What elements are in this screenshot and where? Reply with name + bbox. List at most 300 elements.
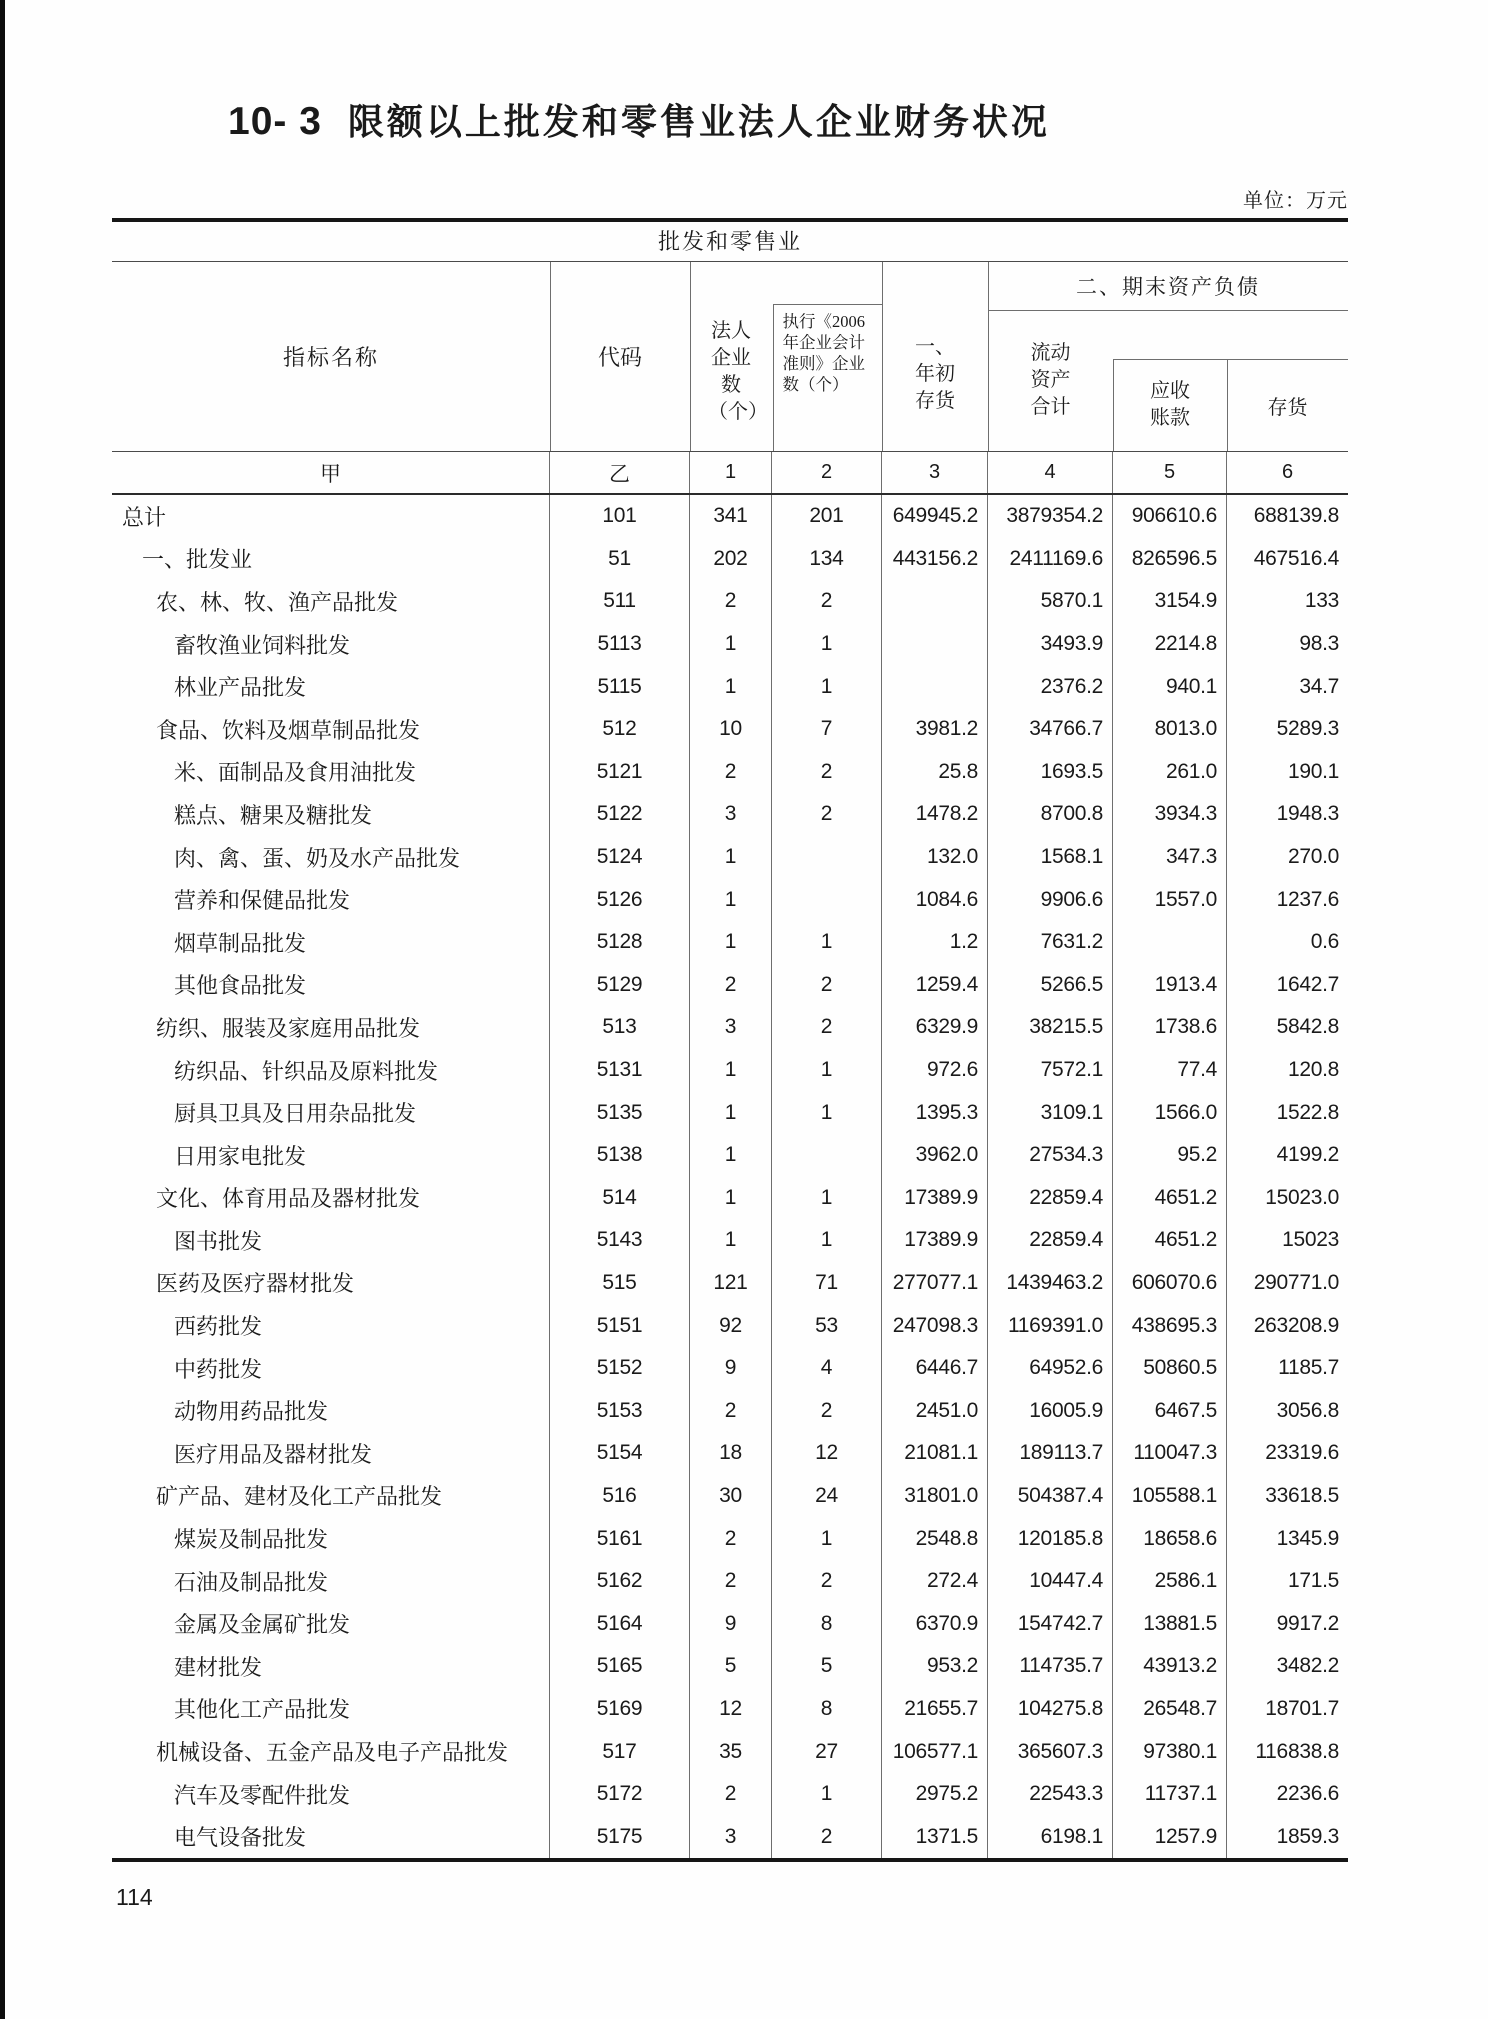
value-cell: 438695.3 bbox=[1113, 1304, 1227, 1347]
indicator-cell: 医疗用品及器材批发 bbox=[112, 1432, 550, 1475]
value-cell: 2 bbox=[690, 580, 772, 623]
value-cell: 1522.8 bbox=[1276, 1100, 1339, 1124]
code-cell: 513 bbox=[550, 1006, 690, 1049]
table-row bbox=[112, 1432, 1348, 1475]
indicator-cell: 纺织、服装及家庭用品批发 bbox=[112, 1006, 550, 1049]
col-header-current-assets-label: 流动资产合计 bbox=[1030, 342, 1071, 418]
indicator-cell: 糕点、糖果及糖批发 bbox=[112, 793, 550, 836]
value-cell: 27534.3 bbox=[988, 1134, 1113, 1177]
code-cell: 515 bbox=[550, 1262, 690, 1305]
value-cell: 2 bbox=[772, 964, 882, 1007]
value-cell: 649945.2 bbox=[882, 495, 988, 538]
value-cell: 1642.7 bbox=[1276, 972, 1339, 996]
value-cell: 1 bbox=[690, 1049, 772, 1092]
table-title-text: 限额以上批发和零售业法人企业财务状况 bbox=[347, 102, 1050, 142]
value-cell: 1 bbox=[690, 665, 772, 708]
value-cell: 30 bbox=[690, 1475, 772, 1518]
value-cell: 4651.2 bbox=[1113, 1177, 1227, 1220]
value-cell: 22859.4 bbox=[988, 1219, 1113, 1262]
table-row bbox=[112, 1730, 1348, 1773]
value-cell: 16005.9 bbox=[988, 1389, 1113, 1432]
table-row bbox=[112, 580, 1348, 623]
value-cell: 25.8 bbox=[882, 751, 988, 794]
indicator-cell: 其他化工产品批发 bbox=[112, 1688, 550, 1731]
code-cell: 5124 bbox=[550, 836, 690, 879]
value-cell: 1 bbox=[690, 1091, 772, 1134]
value-cell: 972.6 bbox=[882, 1049, 988, 1092]
value-cell: 9 bbox=[690, 1347, 772, 1390]
value-cell: 31801.0 bbox=[882, 1475, 988, 1518]
value-cell: 9917.2 bbox=[1276, 1611, 1339, 1635]
value-cell: 64952.6 bbox=[988, 1347, 1113, 1390]
value-cell: 105588.1 bbox=[1113, 1475, 1227, 1518]
value-cell: 50860.5 bbox=[1113, 1347, 1227, 1390]
table-row bbox=[112, 1134, 1348, 1177]
value-cell: 2975.2 bbox=[882, 1773, 988, 1816]
value-cell: 1738.6 bbox=[1113, 1006, 1227, 1049]
code-cell: 512 bbox=[550, 708, 690, 751]
page-edge-shadow bbox=[0, 0, 5, 2019]
table-row bbox=[112, 921, 1348, 964]
value-cell: 5266.5 bbox=[988, 964, 1113, 1007]
indicator-cell: 煤炭及制品批发 bbox=[112, 1517, 550, 1560]
col-header-accounting-2006 bbox=[773, 304, 882, 451]
indicator-cell: 一、批发业 bbox=[112, 538, 550, 581]
value-cell: 7572.1 bbox=[988, 1049, 1113, 1092]
value-cell: 104275.8 bbox=[988, 1688, 1113, 1731]
value-cell: 13881.5 bbox=[1113, 1602, 1227, 1645]
table-row bbox=[112, 665, 1348, 708]
table-row bbox=[112, 1049, 1348, 1092]
table-row bbox=[112, 1517, 1348, 1560]
value-cell: 2 bbox=[690, 1560, 772, 1603]
code-cell: 5175 bbox=[550, 1815, 690, 1858]
value-cell: 22543.3 bbox=[988, 1773, 1113, 1816]
industry-group-header: 批发和零售业 bbox=[112, 222, 1348, 262]
col-header-period-end-assets: 二、期末资产负债 bbox=[1076, 275, 1260, 299]
value-cell: 17389.9 bbox=[882, 1177, 988, 1220]
col-header-legal-entities bbox=[690, 292, 772, 451]
value-cell: 53 bbox=[772, 1304, 882, 1347]
value-cell: 3 bbox=[690, 1815, 772, 1858]
value-cell: 1 bbox=[772, 1517, 882, 1560]
value-cell: 6329.9 bbox=[882, 1006, 988, 1049]
code-cell: 5153 bbox=[550, 1389, 690, 1432]
indicator-cell: 医药及医疗器材批发 bbox=[112, 1262, 550, 1305]
value-cell: 8013.0 bbox=[1113, 708, 1227, 751]
value-cell: 3 bbox=[690, 793, 772, 836]
value-cell: 341 bbox=[690, 495, 772, 538]
value-cell bbox=[772, 878, 882, 921]
value-cell: 2 bbox=[772, 751, 882, 794]
code-cell: 5115 bbox=[550, 665, 690, 708]
value-cell: 3109.1 bbox=[988, 1091, 1113, 1134]
table-row bbox=[112, 964, 1348, 1007]
value-cell: 5842.8 bbox=[1276, 1015, 1339, 1039]
value-cell: 132.0 bbox=[882, 836, 988, 879]
value-cell: 5 bbox=[690, 1645, 772, 1688]
value-cell bbox=[882, 580, 988, 623]
table-row bbox=[112, 1006, 1348, 1049]
value-cell: 11737.1 bbox=[1113, 1773, 1227, 1816]
table-row bbox=[112, 1560, 1348, 1603]
table-row bbox=[112, 878, 1348, 921]
value-cell: 5870.1 bbox=[988, 580, 1113, 623]
table-row bbox=[112, 1219, 1348, 1262]
value-cell: 71 bbox=[772, 1262, 882, 1305]
indicator-cell: 总计 bbox=[112, 495, 550, 538]
indicator-cell: 食品、饮料及烟草制品批发 bbox=[112, 708, 550, 751]
col-header-receivables bbox=[1113, 359, 1227, 451]
value-cell: 1 bbox=[772, 665, 882, 708]
indicator-cell: 金属及金属矿批发 bbox=[112, 1602, 550, 1645]
table-row bbox=[112, 1177, 1348, 1220]
value-cell: 263208.9 bbox=[1253, 1313, 1339, 1337]
value-cell: 5289.3 bbox=[1276, 717, 1339, 741]
value-cell: 3981.2 bbox=[882, 708, 988, 751]
column-key-row bbox=[112, 452, 1348, 495]
value-cell: 1693.5 bbox=[988, 751, 1113, 794]
value-cell: 1478.2 bbox=[882, 793, 988, 836]
value-cell: 26548.7 bbox=[1113, 1688, 1227, 1731]
value-cell: 189113.7 bbox=[988, 1432, 1113, 1475]
value-cell: 3154.9 bbox=[1113, 580, 1227, 623]
table-row bbox=[112, 751, 1348, 794]
value-cell: 9906.6 bbox=[988, 878, 1113, 921]
value-cell: 940.1 bbox=[1113, 665, 1227, 708]
value-cell: 92 bbox=[690, 1304, 772, 1347]
code-cell: 5138 bbox=[550, 1134, 690, 1177]
value-cell: 272.4 bbox=[882, 1560, 988, 1603]
value-cell: 202 bbox=[690, 538, 772, 581]
indicator-cell: 农、林、牧、渔产品批发 bbox=[112, 580, 550, 623]
value-cell: 1 bbox=[690, 836, 772, 879]
value-cell: 1 bbox=[772, 1773, 882, 1816]
indicator-cell: 文化、体育用品及器材批发 bbox=[112, 1177, 550, 1220]
value-cell: 2 bbox=[690, 751, 772, 794]
value-cell: 1.2 bbox=[882, 921, 988, 964]
value-cell: 1345.9 bbox=[1276, 1526, 1339, 1550]
indicator-cell: 肉、禽、蛋、奶及水产品批发 bbox=[112, 836, 550, 879]
key-cell: 2 bbox=[772, 452, 882, 493]
table-row bbox=[112, 1602, 1348, 1645]
value-cell: 190.1 bbox=[1287, 759, 1339, 783]
indicator-cell: 石油及制品批发 bbox=[112, 1560, 550, 1603]
value-cell: 826596.5 bbox=[1113, 538, 1227, 581]
col-header-inventory: 存货 bbox=[1267, 396, 1308, 419]
value-cell: 2 bbox=[690, 1517, 772, 1560]
value-cell: 77.4 bbox=[1113, 1049, 1227, 1092]
value-cell: 7 bbox=[772, 708, 882, 751]
value-cell: 504387.4 bbox=[988, 1475, 1113, 1518]
col-header-receivables-label: 应收账款 bbox=[1150, 380, 1190, 429]
code-cell: 5113 bbox=[550, 623, 690, 666]
indicator-cell: 电气设备批发 bbox=[112, 1815, 550, 1858]
value-cell: 106577.1 bbox=[882, 1730, 988, 1773]
value-cell: 2411169.6 bbox=[988, 538, 1113, 581]
value-cell: 2586.1 bbox=[1113, 1560, 1227, 1603]
indicator-cell: 林业产品批发 bbox=[112, 665, 550, 708]
code-cell: 5172 bbox=[550, 1773, 690, 1816]
code-cell: 5131 bbox=[550, 1049, 690, 1092]
indicator-cell: 烟草制品批发 bbox=[112, 921, 550, 964]
code-cell: 5161 bbox=[550, 1517, 690, 1560]
value-cell bbox=[1113, 921, 1227, 964]
value-cell: 6446.7 bbox=[882, 1347, 988, 1390]
value-cell: 21655.7 bbox=[882, 1688, 988, 1731]
code-cell: 5154 bbox=[550, 1432, 690, 1475]
indicator-cell: 图书批发 bbox=[112, 1219, 550, 1262]
value-cell: 290771.0 bbox=[1253, 1270, 1339, 1294]
code-cell: 5152 bbox=[550, 1347, 690, 1390]
value-cell: 18658.6 bbox=[1113, 1517, 1227, 1560]
value-cell: 2 bbox=[690, 1389, 772, 1432]
value-cell: 347.3 bbox=[1113, 836, 1227, 879]
page-number: 114 bbox=[116, 1884, 153, 1910]
indicator-cell: 汽车及零配件批发 bbox=[112, 1773, 550, 1816]
table-row bbox=[112, 1815, 1348, 1858]
table-row bbox=[112, 623, 1348, 666]
value-cell: 2 bbox=[690, 1773, 772, 1816]
value-cell: 23319.6 bbox=[1265, 1441, 1339, 1465]
code-cell: 5129 bbox=[550, 964, 690, 1007]
value-cell: 1566.0 bbox=[1113, 1091, 1227, 1134]
key-cell: 甲 bbox=[112, 452, 550, 493]
indicator-cell: 日用家电批发 bbox=[112, 1134, 550, 1177]
value-cell bbox=[772, 836, 882, 879]
code-cell: 514 bbox=[550, 1177, 690, 1220]
table-row bbox=[112, 1389, 1348, 1432]
value-cell: 1 bbox=[772, 1219, 882, 1262]
value-cell bbox=[882, 623, 988, 666]
value-cell: 95.2 bbox=[1113, 1134, 1227, 1177]
unit-label: 单位：万元 bbox=[1243, 190, 1348, 212]
col-header-current-assets bbox=[988, 310, 1113, 451]
page-title bbox=[228, 94, 1050, 145]
value-cell: 120.8 bbox=[1287, 1058, 1339, 1082]
value-cell: 133 bbox=[1304, 589, 1339, 613]
value-cell: 1371.5 bbox=[882, 1815, 988, 1858]
indicator-cell: 畜牧渔业饲料批发 bbox=[112, 623, 550, 666]
table-row bbox=[112, 1262, 1348, 1305]
value-cell: 1 bbox=[772, 1091, 882, 1134]
value-cell: 12 bbox=[772, 1432, 882, 1475]
value-cell: 6370.9 bbox=[882, 1602, 988, 1645]
table-row bbox=[112, 495, 1348, 538]
value-cell: 2 bbox=[772, 1389, 882, 1432]
col-header-beginning-inventory bbox=[882, 298, 988, 451]
value-cell: 8 bbox=[772, 1688, 882, 1731]
value-cell: 2 bbox=[772, 793, 882, 836]
code-cell: 101 bbox=[550, 495, 690, 538]
value-cell: 35 bbox=[690, 1730, 772, 1773]
value-cell: 9 bbox=[690, 1602, 772, 1645]
value-cell: 3493.9 bbox=[988, 623, 1113, 666]
table-row bbox=[112, 1347, 1348, 1390]
indicator-cell: 中药批发 bbox=[112, 1347, 550, 1390]
value-cell: 1 bbox=[772, 1049, 882, 1092]
code-cell: 517 bbox=[550, 1730, 690, 1773]
value-cell: 270.0 bbox=[1287, 845, 1339, 869]
value-cell: 906610.6 bbox=[1113, 495, 1227, 538]
indicator-cell: 西药批发 bbox=[112, 1304, 550, 1347]
indicator-cell: 动物用药品批发 bbox=[112, 1389, 550, 1432]
value-cell: 33618.5 bbox=[1265, 1483, 1339, 1507]
value-cell: 6467.5 bbox=[1113, 1389, 1227, 1432]
statistics-table bbox=[112, 218, 1348, 1862]
table-row bbox=[112, 836, 1348, 879]
value-cell: 8700.8 bbox=[988, 793, 1113, 836]
table-row bbox=[112, 1091, 1348, 1134]
value-cell: 4199.2 bbox=[1276, 1143, 1339, 1167]
value-cell: 1169391.0 bbox=[988, 1304, 1113, 1347]
value-cell: 98.3 bbox=[1299, 632, 1339, 656]
value-cell: 10 bbox=[690, 708, 772, 751]
indicator-cell: 建材批发 bbox=[112, 1645, 550, 1688]
col-header-indicator: 指标名称 bbox=[282, 345, 379, 370]
value-cell: 116838.8 bbox=[1255, 1739, 1339, 1763]
value-cell: 6198.1 bbox=[988, 1815, 1113, 1858]
value-cell: 365607.3 bbox=[988, 1730, 1113, 1773]
value-cell: 121 bbox=[690, 1262, 772, 1305]
value-cell: 8 bbox=[772, 1602, 882, 1645]
table-row bbox=[112, 1475, 1348, 1518]
code-cell: 5128 bbox=[550, 921, 690, 964]
value-cell: 953.2 bbox=[882, 1645, 988, 1688]
value-cell: 18701.7 bbox=[1265, 1696, 1339, 1720]
col-header-beginning-inventory-label: 一、年初存货 bbox=[915, 336, 955, 412]
value-cell: 2376.2 bbox=[988, 665, 1113, 708]
value-cell: 12 bbox=[690, 1688, 772, 1731]
value-cell: 38215.5 bbox=[988, 1006, 1113, 1049]
indicator-cell: 矿产品、建材及化工产品批发 bbox=[112, 1475, 550, 1518]
value-cell: 201 bbox=[772, 495, 882, 538]
value-cell: 1 bbox=[690, 623, 772, 666]
value-cell: 5 bbox=[772, 1645, 882, 1688]
value-cell: 1395.3 bbox=[882, 1091, 988, 1134]
code-cell: 5135 bbox=[550, 1091, 690, 1134]
value-cell: 110047.3 bbox=[1113, 1432, 1227, 1475]
key-cell: 3 bbox=[882, 452, 988, 493]
value-cell: 4651.2 bbox=[1113, 1219, 1227, 1262]
code-cell: 5165 bbox=[550, 1645, 690, 1688]
table-row bbox=[112, 793, 1348, 836]
code-cell: 51 bbox=[550, 538, 690, 581]
value-cell: 1084.6 bbox=[882, 878, 988, 921]
value-cell: 688139.8 bbox=[1253, 504, 1339, 528]
table-header bbox=[112, 262, 1348, 452]
value-cell: 114735.7 bbox=[988, 1645, 1113, 1688]
value-cell: 1 bbox=[690, 921, 772, 964]
code-cell: 5126 bbox=[550, 878, 690, 921]
table-bottom-rule bbox=[112, 1858, 1348, 1862]
table-number: 10- 3 bbox=[228, 100, 322, 143]
value-cell: 1 bbox=[690, 1177, 772, 1220]
value-cell: 3482.2 bbox=[1276, 1654, 1339, 1678]
code-cell: 5122 bbox=[550, 793, 690, 836]
value-cell: 1913.4 bbox=[1113, 964, 1227, 1007]
value-cell: 3 bbox=[690, 1006, 772, 1049]
table-row bbox=[112, 1688, 1348, 1731]
value-cell: 1 bbox=[690, 1219, 772, 1262]
code-cell: 5164 bbox=[550, 1602, 690, 1645]
value-cell: 1 bbox=[690, 878, 772, 921]
code-cell: 5121 bbox=[550, 751, 690, 794]
indicator-cell: 米、面制品及食用油批发 bbox=[112, 751, 550, 794]
value-cell: 18 bbox=[690, 1432, 772, 1475]
value-cell: 1568.1 bbox=[988, 836, 1113, 879]
col-header-accounting-2006-label: 执行《2006年企业会计准则》企业数（个） bbox=[782, 312, 865, 394]
value-cell: 2 bbox=[772, 580, 882, 623]
value-cell: 154742.7 bbox=[988, 1602, 1113, 1645]
value-cell: 120185.8 bbox=[988, 1517, 1113, 1560]
value-cell: 0.6 bbox=[1310, 930, 1339, 954]
value-cell: 2 bbox=[772, 1006, 882, 1049]
value-cell: 2451.0 bbox=[882, 1389, 988, 1432]
value-cell: 27 bbox=[772, 1730, 882, 1773]
value-cell: 2548.8 bbox=[882, 1517, 988, 1560]
value-cell: 1 bbox=[772, 1177, 882, 1220]
code-cell: 5143 bbox=[550, 1219, 690, 1262]
value-cell bbox=[772, 1134, 882, 1177]
value-cell: 22859.4 bbox=[988, 1177, 1113, 1220]
value-cell: 21081.1 bbox=[882, 1432, 988, 1475]
value-cell: 171.5 bbox=[1287, 1569, 1339, 1593]
value-cell: 4 bbox=[772, 1347, 882, 1390]
value-cell: 1859.3 bbox=[1276, 1824, 1339, 1848]
key-cell: 5 bbox=[1113, 452, 1227, 493]
value-cell: 15023.0 bbox=[1265, 1185, 1339, 1209]
value-cell: 247098.3 bbox=[882, 1304, 988, 1347]
value-cell bbox=[882, 665, 988, 708]
col-header-code: 代码 bbox=[597, 345, 642, 370]
value-cell: 2 bbox=[772, 1815, 882, 1858]
value-cell: 467516.4 bbox=[1253, 546, 1339, 570]
code-cell: 5169 bbox=[550, 1688, 690, 1731]
code-cell: 5151 bbox=[550, 1304, 690, 1347]
value-cell: 606070.6 bbox=[1113, 1262, 1227, 1305]
code-cell: 5162 bbox=[550, 1560, 690, 1603]
value-cell: 3962.0 bbox=[882, 1134, 988, 1177]
table-row bbox=[112, 1304, 1348, 1347]
table-row bbox=[112, 1773, 1348, 1816]
value-cell: 97380.1 bbox=[1113, 1730, 1227, 1773]
value-cell: 2 bbox=[690, 964, 772, 1007]
value-cell: 2 bbox=[772, 1560, 882, 1603]
value-cell: 1237.6 bbox=[1276, 887, 1339, 911]
indicator-cell: 纺织品、针织品及原料批发 bbox=[112, 1049, 550, 1092]
value-cell: 443156.2 bbox=[882, 538, 988, 581]
table-row bbox=[112, 538, 1348, 581]
value-cell: 134 bbox=[772, 538, 882, 581]
value-cell: 1 bbox=[772, 623, 882, 666]
indicator-cell: 营养和保健品批发 bbox=[112, 878, 550, 921]
value-cell: 1257.9 bbox=[1113, 1815, 1227, 1858]
value-cell: 1948.3 bbox=[1276, 802, 1339, 826]
value-cell: 43913.2 bbox=[1113, 1645, 1227, 1688]
col-header-legal-entities-label: 法人企业数（个） bbox=[708, 319, 768, 423]
table-body bbox=[112, 495, 1348, 1858]
key-cell: 1 bbox=[690, 452, 772, 493]
value-cell: 17389.9 bbox=[882, 1219, 988, 1262]
value-cell: 34.7 bbox=[1299, 674, 1339, 698]
table-row bbox=[112, 1645, 1348, 1688]
value-cell: 3934.3 bbox=[1113, 793, 1227, 836]
value-cell: 261.0 bbox=[1113, 751, 1227, 794]
value-cell: 277077.1 bbox=[882, 1262, 988, 1305]
key-cell: 乙 bbox=[550, 452, 690, 493]
value-cell: 7631.2 bbox=[988, 921, 1113, 964]
